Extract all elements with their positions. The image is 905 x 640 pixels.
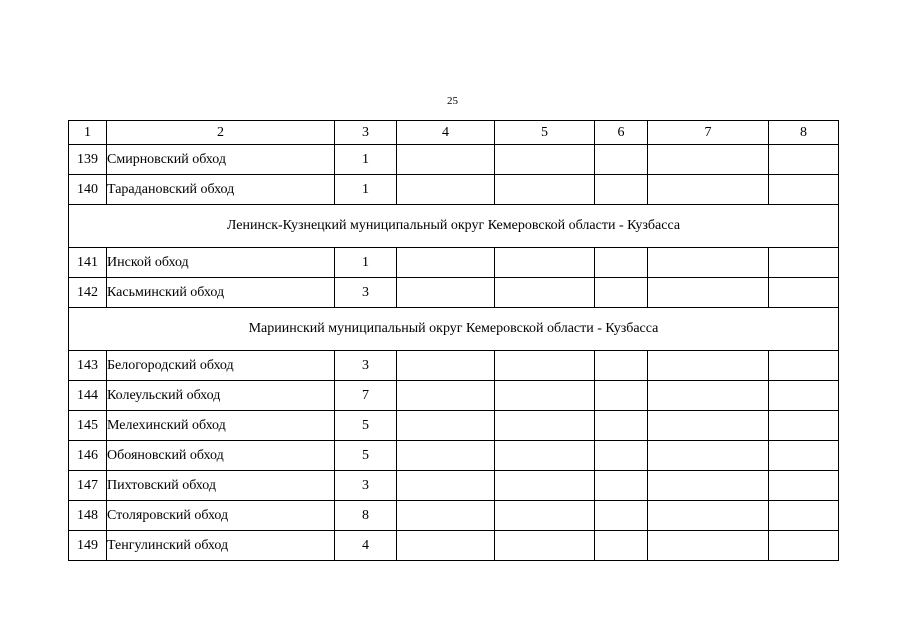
- empty-cell: [397, 501, 495, 531]
- column-header: 5: [495, 121, 595, 145]
- row-name: Инской обход: [107, 248, 335, 278]
- row-name: Белогородский обход: [107, 351, 335, 381]
- row-number: 146: [69, 441, 107, 471]
- row-name: Обояновский обход: [107, 441, 335, 471]
- row-name: Тенгулинский обход: [107, 531, 335, 561]
- table-row: [69, 441, 839, 471]
- row-number: 145: [69, 411, 107, 441]
- section-title: Мариинский муниципальный округ Кемеровской области - Кузбасса: [69, 308, 839, 351]
- empty-cell: [495, 351, 595, 381]
- table-row: [69, 145, 839, 175]
- empty-cell: [648, 175, 769, 205]
- column-header: 3: [335, 121, 397, 145]
- empty-cell: [769, 351, 839, 381]
- column-header: 4: [397, 121, 495, 145]
- empty-cell: [769, 278, 839, 308]
- row-quantity: 8: [335, 501, 397, 531]
- row-name: Колеульский обход: [107, 381, 335, 411]
- empty-cell: [769, 381, 839, 411]
- row-quantity: 3: [335, 278, 397, 308]
- empty-cell: [769, 145, 839, 175]
- empty-cell: [397, 175, 495, 205]
- row-number: 141: [69, 248, 107, 278]
- empty-cell: [648, 145, 769, 175]
- section-title: Ленинск-Кузнецкий муниципальный округ Кемеровской области - Кузбасса: [69, 205, 839, 248]
- empty-cell: [595, 531, 648, 561]
- row-number: 144: [69, 381, 107, 411]
- empty-cell: [397, 381, 495, 411]
- empty-cell: [397, 145, 495, 175]
- table-row: [69, 248, 839, 278]
- empty-cell: [595, 248, 648, 278]
- row-name: Касьминский обход: [107, 278, 335, 308]
- empty-cell: [495, 501, 595, 531]
- table-row: [69, 381, 839, 411]
- empty-cell: [595, 501, 648, 531]
- column-header-row: [69, 121, 839, 145]
- table-row: [69, 351, 839, 381]
- empty-cell: [397, 278, 495, 308]
- empty-cell: [495, 248, 595, 278]
- empty-cell: [495, 175, 595, 205]
- empty-cell: [595, 278, 648, 308]
- empty-cell: [595, 411, 648, 441]
- row-quantity: 3: [335, 351, 397, 381]
- empty-cell: [595, 441, 648, 471]
- empty-cell: [769, 411, 839, 441]
- row-quantity: 5: [335, 441, 397, 471]
- empty-cell: [397, 441, 495, 471]
- column-header: 1: [69, 121, 107, 145]
- empty-cell: [495, 411, 595, 441]
- row-name: Пихтовский обход: [107, 471, 335, 501]
- empty-cell: [397, 411, 495, 441]
- empty-cell: [648, 471, 769, 501]
- empty-cell: [595, 471, 648, 501]
- data-table: [68, 120, 839, 561]
- empty-cell: [397, 471, 495, 501]
- empty-cell: [648, 381, 769, 411]
- row-quantity: 1: [335, 145, 397, 175]
- row-name: Столяровский обход: [107, 501, 335, 531]
- empty-cell: [495, 145, 595, 175]
- empty-cell: [769, 175, 839, 205]
- column-header: 6: [595, 121, 648, 145]
- empty-cell: [397, 248, 495, 278]
- empty-cell: [648, 441, 769, 471]
- empty-cell: [648, 248, 769, 278]
- row-number: 147: [69, 471, 107, 501]
- empty-cell: [495, 381, 595, 411]
- empty-cell: [495, 531, 595, 561]
- empty-cell: [397, 531, 495, 561]
- table-row: [69, 175, 839, 205]
- section-row: [69, 205, 839, 248]
- table-row: [69, 411, 839, 441]
- row-number: 143: [69, 351, 107, 381]
- empty-cell: [595, 381, 648, 411]
- empty-cell: [648, 531, 769, 561]
- row-name: Смирновский обход: [107, 145, 335, 175]
- empty-cell: [769, 501, 839, 531]
- row-quantity: 1: [335, 248, 397, 278]
- row-number: 148: [69, 501, 107, 531]
- empty-cell: [769, 248, 839, 278]
- row-number: 149: [69, 531, 107, 561]
- empty-cell: [769, 441, 839, 471]
- table-row: [69, 278, 839, 308]
- column-header: 7: [648, 121, 769, 145]
- row-quantity: 1: [335, 175, 397, 205]
- column-header: 2: [107, 121, 335, 145]
- empty-cell: [769, 471, 839, 501]
- empty-cell: [495, 471, 595, 501]
- empty-cell: [648, 278, 769, 308]
- row-number: 140: [69, 175, 107, 205]
- row-quantity: 5: [335, 411, 397, 441]
- row-quantity: 7: [335, 381, 397, 411]
- row-name: Тарадановский обход: [107, 175, 335, 205]
- section-row: [69, 308, 839, 351]
- table-body: [69, 121, 839, 561]
- empty-cell: [595, 145, 648, 175]
- row-number: 139: [69, 145, 107, 175]
- empty-cell: [648, 351, 769, 381]
- row-name: Мелехинский обход: [107, 411, 335, 441]
- empty-cell: [495, 441, 595, 471]
- table-row: [69, 471, 839, 501]
- row-quantity: 3: [335, 471, 397, 501]
- empty-cell: [769, 531, 839, 561]
- page-number: 25: [447, 95, 458, 107]
- empty-cell: [648, 501, 769, 531]
- row-number: 142: [69, 278, 107, 308]
- empty-cell: [648, 411, 769, 441]
- empty-cell: [495, 278, 595, 308]
- table-row: [69, 501, 839, 531]
- empty-cell: [595, 175, 648, 205]
- column-header: 8: [769, 121, 839, 145]
- row-quantity: 4: [335, 531, 397, 561]
- empty-cell: [595, 351, 648, 381]
- table-row: [69, 531, 839, 561]
- empty-cell: [397, 351, 495, 381]
